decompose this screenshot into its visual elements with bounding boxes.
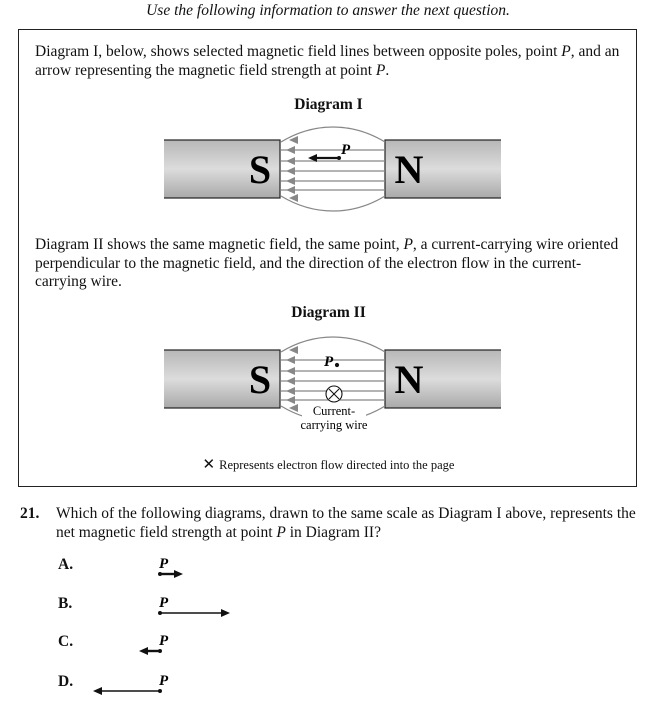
north-pole-label: N (394, 357, 424, 402)
information-box (18, 29, 637, 487)
option-d-point-label: P (159, 673, 169, 689)
diagram2-intro: Diagram II shows the same magnetic field, the same point, P, a current-carrying wire oriented perpendicular to the magnetic field, and the direction of the electron flow in the current-carrying wire. (35, 236, 619, 290)
field-line-arrowheads (286, 136, 298, 202)
north-pole-label: N (394, 147, 424, 192)
option-c-arrow[interactable] (130, 631, 180, 657)
point-p-label: P (341, 142, 351, 158)
point-p-label: P (324, 354, 334, 370)
x-symbol-icon: ✕ (202, 457, 216, 473)
option-a-point-label: P (159, 556, 169, 572)
option-d-letter[interactable]: D. (58, 673, 74, 690)
option-b-arrow[interactable] (150, 593, 240, 619)
question-text: Which of the following diagrams, drawn to the same scale as Diagram I above, represents the net magnetic field strength at point P in Diagram II? (56, 505, 636, 541)
option-d-arrow[interactable] (86, 671, 176, 697)
wire-label-line2: carrying wire (300, 418, 368, 432)
instruction-header: Use the following information to answer the next question. (146, 2, 510, 19)
south-pole-label: S (248, 357, 272, 402)
option-c-letter[interactable]: C. (58, 633, 74, 650)
option-a-arrow[interactable] (150, 554, 200, 580)
option-c-point-label: P (159, 633, 169, 649)
question-number: 21. (20, 505, 40, 522)
wire-label-line1: Current- (312, 404, 356, 418)
point-p-dot (335, 363, 339, 367)
option-b-point-label: P (159, 595, 169, 611)
diagram1-intro: Diagram I, below, shows selected magnetic field lines between opposite poles, point P, and an arrow representing the magnetic field strength at point P. (35, 43, 620, 79)
diagram1-figure (19, 120, 638, 220)
option-b-letter[interactable]: B. (58, 595, 73, 612)
legend (19, 455, 638, 474)
south-pole-label: S (248, 147, 272, 192)
diagram2-title: Diagram II (291, 304, 366, 321)
option-a-letter[interactable]: A. (58, 556, 74, 573)
field-line-arrowheads (286, 346, 298, 412)
legend-text: Represents electron flow directed into the page (219, 458, 455, 472)
diagram1-title: Diagram I (294, 96, 363, 113)
wire-into-page-symbol (326, 386, 342, 402)
diagram2-figure (19, 328, 638, 440)
